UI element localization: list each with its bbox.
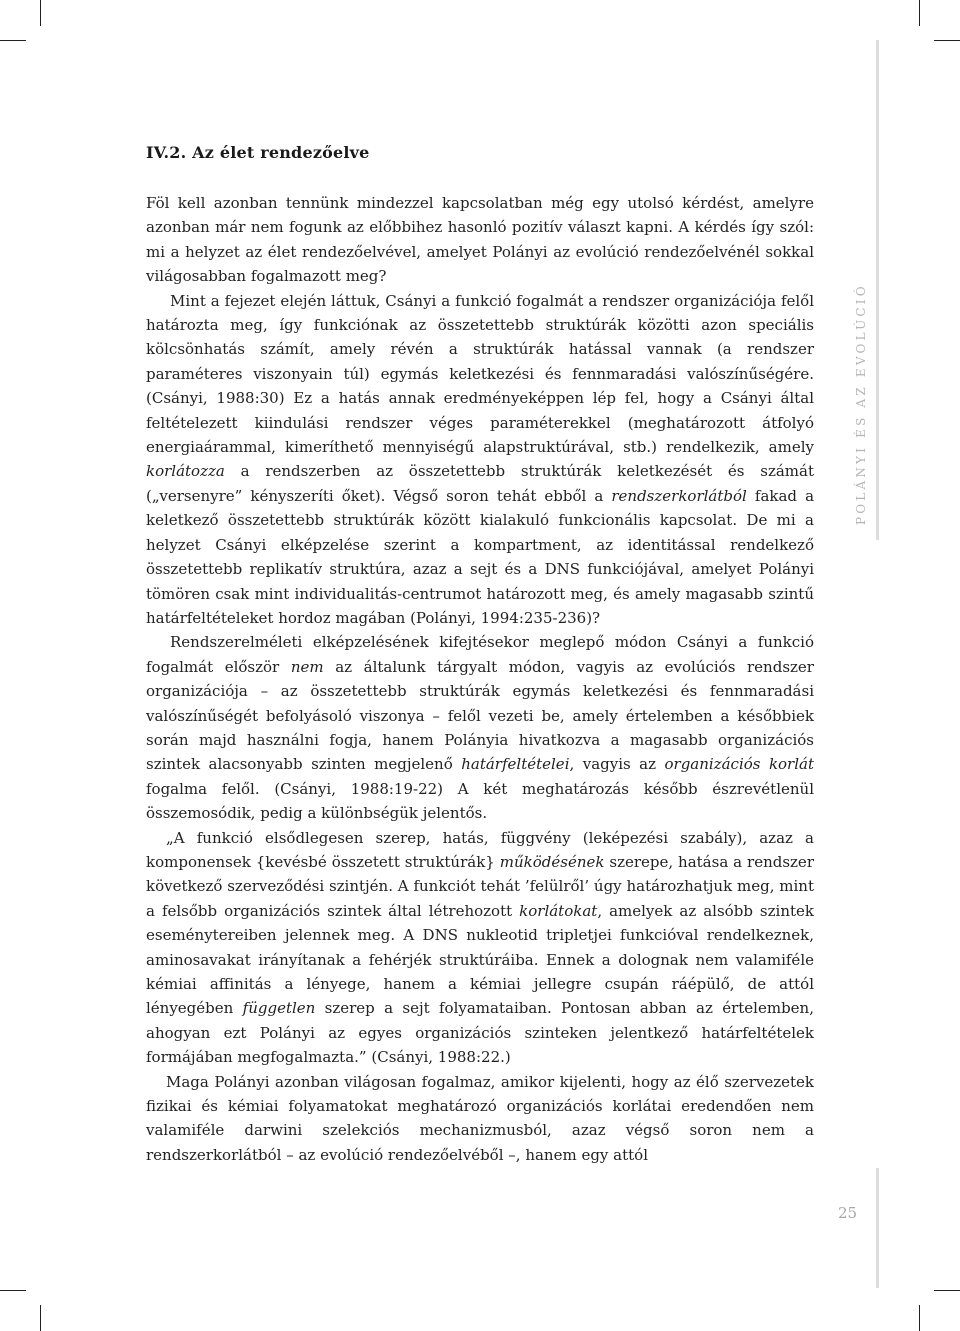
margin-rule — [876, 1168, 879, 1288]
quote-paragraph: „A funkció elsődlegesen szerep, hatás, függvény (leképezési szabály), azaz a komponensek {kevésbé összetett struktúrák} működésének szerepe, hatása a rendszer következő szerveződési szintjén. A funkciót tehát ’felülről’ úgy határozhatjuk meg, mint a felsőbb organizációs szintek által létrehozott korlátokat, amelyek az alsóbb szintek eseménytereiben jelennek meg. A DNS nukleotid tripletjei funkcióval rendelkeznek, aminosavakat irányítanak a fehérjék struktúráiba. Ennek a dolognak nem valamiféle kémiai affinitás a lényege, hanem a kémiai jellegre csupán ráépülő, de attól lényegében független szerep a sejt folyamataiban. Pontosan abban az értelemben, ahogyan ezt Polányi az egyes organizációs szinteken jelentkező határfeltételek formájában megfogalmazta.” (Csányi, 1988:22.) — [146, 828, 814, 1067]
paragraph: Mint a fejezet elején láttuk, Csányi a funkció fogalmát a rendszer organizációja felől határozta meg, így funkciónak az összetettebb struktúrák közötti azon speciális kölcsönhatás számít, amely révén a struktúrák hatással vannak (a rendszer paraméteres viszonyain túl) egymás keletkezési és fennmaradási valószínűségére. (Csányi, 1988:30) Ez a hatás annak eredményeképpen lép fel, hogy a Csányi által feltételezett kiindulási rendszer véges paraméterekkel (meghatározott átfolyó energiaárammal, kimeríthető mennyiségű alapstruktúrával, stb.) rendelkezik, amely korlátozza a rendszerben az összetettebb struktúrák keletkezését és számát („versenyre” kényszeríti őket). Végső soron tehát ebből a rendszerkorlátból fakad a keletkező összetettebb struktúrák között kialakuló funkcionális kapcsolat. De mi a helyzet Csányi elképzelése szerint a kompartment, az identitással rendelkező összetettebb replikatív struktúra, azaz a sejt és a DNS funkciójával, amelyet Polányi tömören csak mint individualitás-centrumot határozott meg, és amely magasabb szintű határfeltételeket hordoz magában (Polányi, 1994:235-236)? — [146, 291, 815, 627]
crop-mark — [934, 40, 960, 41]
crop-mark — [40, 0, 41, 26]
paragraph: Föl kell azonban tennünk mindezzel kapcsolatban még egy utolsó kérdést, amelyre azonban már nem fogunk az előbbihez hasonló pozitív választ kapni. A kérdés így szól: mi a helyzet az élet rendezőelvével, amelyet Polányi az evolúció rendezőelvénél sokkal világosabban fogalmazott meg? — [146, 194, 814, 286]
section-heading: IV.2. Az élet rendezőelve — [146, 143, 370, 162]
running-head: POLÁNYI ÉS AZ EVOLÚCIÓ — [854, 283, 868, 525]
body-text — [146, 191, 814, 1167]
crop-mark — [0, 40, 26, 41]
crop-mark — [919, 1305, 920, 1331]
margin-rule — [876, 40, 879, 540]
crop-mark — [0, 1290, 26, 1291]
crop-mark — [919, 0, 920, 26]
crop-mark — [934, 1290, 960, 1291]
page-number: 25 — [838, 1204, 858, 1222]
crop-mark — [40, 1305, 41, 1331]
paragraph: Maga Polányi azonban világosan fogalmaz, amikor kijelenti, hogy az élő szervezetek fizikai és kémiai folyamatokat meghatározó organizációs korlátai eredendően nem valamiféle darwini szelekciós mechanizmusból, azaz végső soron nem a rendszerkorlátból – az evolúció rendezőelvéből –, hanem egy attól — [146, 1072, 814, 1164]
paragraph: Rendszerelméleti elképzelésének kifejtésekor meglepő módon Csányi a funkció fogalmát először nem az általunk tárgyalt módon, vagyis az evolúciós rendszer organizációja – az összetettebb struktúrák egymás keletkezési és fennmaradási valószínűségét befolyásoló viszonya – felől vezeti be, amely értelemben a későbbiek során majd használni fogja, hanem Polányia hivatkozva a magasabb organizációs szintek alacsonyabb szinten megjelenő határfeltételei, vagyis az organizációs korlát fogalma felől. (Csányi, 1988:19-22) A két meghatározás később észrevétlenül összemosódik, pedig a különbségük jelentős. — [146, 633, 814, 823]
